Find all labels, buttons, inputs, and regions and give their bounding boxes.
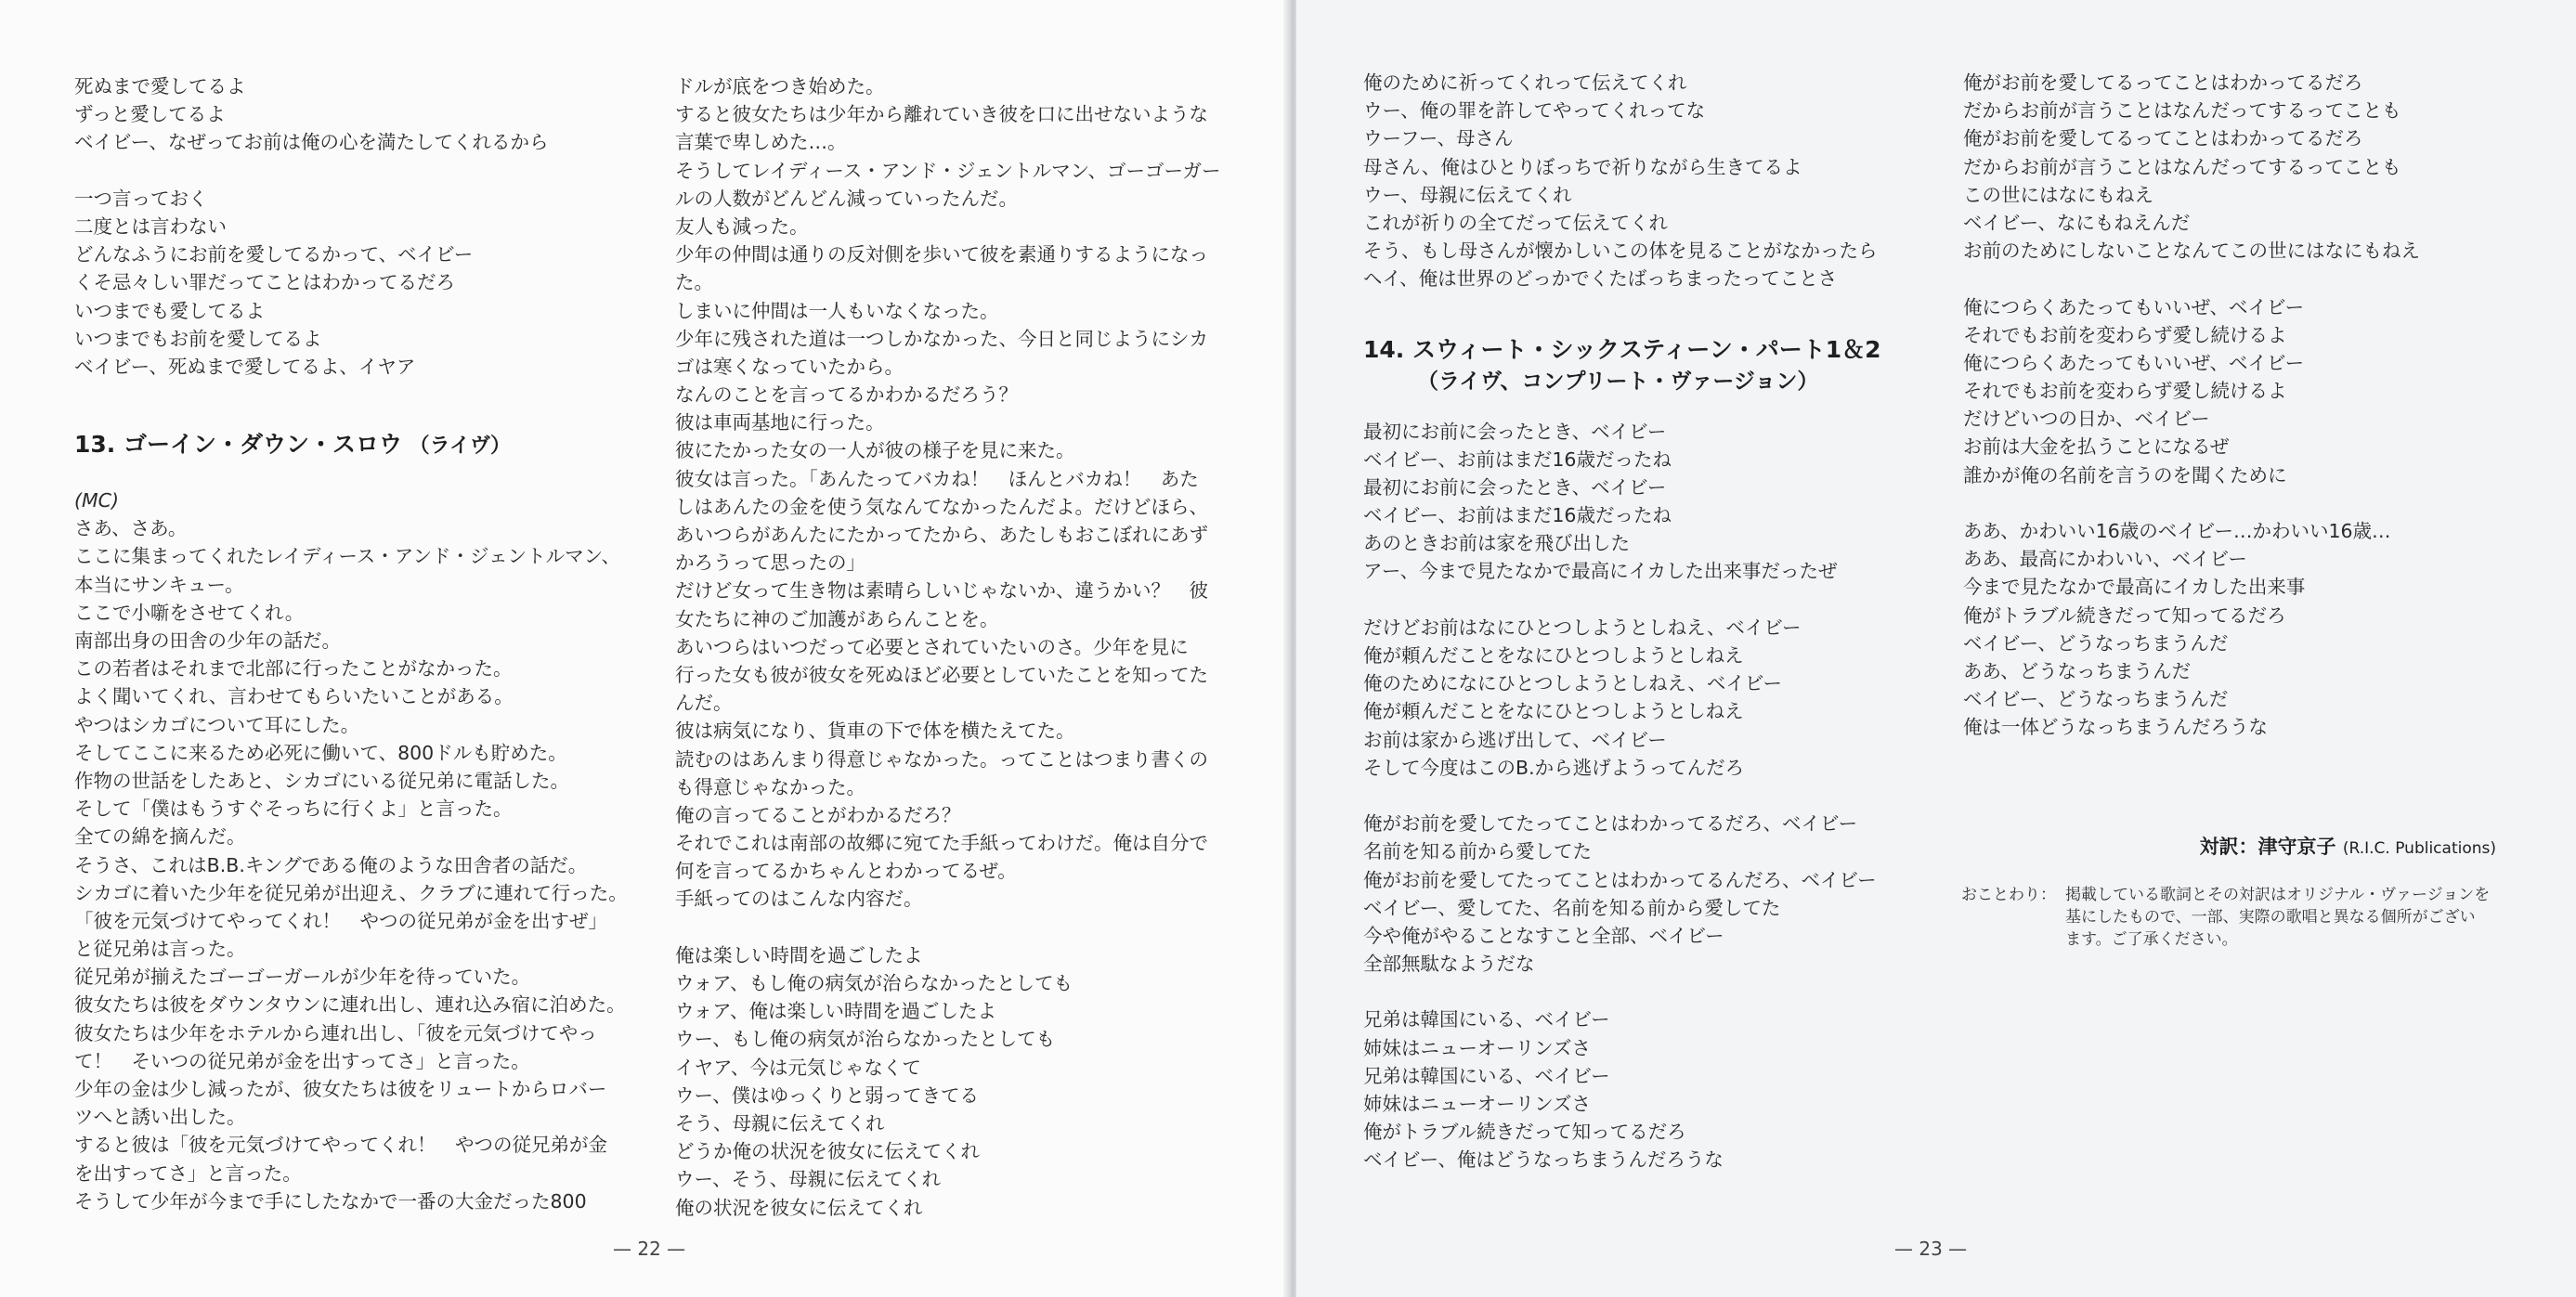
lyric-line: 少年に残された道は一つしかなかった、今日と同じようにシカ: [675, 327, 1208, 350]
lyric-line: 俺のためになにひとつしようとしねえ、ベイビー: [1363, 672, 1782, 695]
lyric-line: あいつらはいつだって必要とされていたいのさ。少年を見に: [675, 635, 1189, 658]
lyric-line: イヤア、今は元気じゃなくて: [675, 1056, 921, 1079]
lyric-line: ベイビー、どうなっちまうんだ: [1963, 631, 2229, 655]
lyric-line: だからお前が言うことはなんだってするってことも: [1963, 155, 2401, 178]
lyric-line: ベイビー、どうなっちまうんだ: [1963, 688, 2229, 711]
lyric-line: 行った女も彼が彼女を死ぬほど必要としていたことを知ってた: [675, 663, 1208, 686]
lyric-line: 彼は車両基地に行った。: [675, 411, 885, 434]
lyric-line: あいつらがあんたにたかってたから、あたしもおこぼれにあず: [675, 524, 1208, 546]
lyric-line: これが祈りの全てだって伝えてくれ: [1363, 211, 1668, 234]
lyric-line: 俺は楽しい時間を過ごしたよ: [675, 943, 923, 966]
lyric-line: 本当にサンキュー。: [74, 573, 244, 596]
lyric-line: 俺は一体どうなっちまうんだろうな: [1963, 716, 2268, 739]
lyric-line: 作物の世話をしたあと、シカゴにいる従兄弟に電話した。: [74, 769, 569, 792]
lyric-line: 彼女は言った。「あんたってバカね！ ほんとバカね！ あた: [675, 467, 1199, 490]
lyric-line: 俺につらくあたってもいいぜ、ベイビー: [1963, 351, 2305, 374]
lyric-line: た。: [675, 271, 713, 294]
lyric-line: そして「僕はもうすぐそっちに行くよ」と言った。: [74, 798, 513, 821]
lyric-line: 俺がお前を愛してたってことはわかってるだろ、ベイビー: [1363, 812, 1858, 836]
lyric-line: それでもお前を変わらず愛し続けるよ: [1963, 323, 2287, 346]
lyric-line: 最初にお前に会ったとき、ベイビー: [1363, 420, 1667, 443]
lyric-line: なんのことを言ってるかわかるだろう？: [675, 383, 1018, 407]
lyric-line: 俺がお前を愛してるってことはわかってるだろ: [1963, 127, 2363, 150]
lyric-line: それでもお前を変わらず愛し続けるよ: [1963, 380, 2287, 403]
lyric-line: ウォア、もし俺の病気が治らなかったとしても: [675, 972, 1073, 994]
lyric-line: だからお前が言うことはなんだってするってことも: [1963, 99, 2401, 123]
lyric-line: ベイビー、お前はまだ16歳だったね: [1363, 504, 1672, 527]
lyric-line: 俺が頼んだことをなにひとつしようとしねえ: [1363, 644, 1744, 667]
lyric-line: 今や俺がやることなすこと全部、ベイビー: [1363, 924, 1724, 947]
lyric-line: [1363, 586, 1881, 614]
lyric-line: 最初にお前に会ったとき、ベイビー: [1363, 475, 1667, 499]
lyric-line: お前は大金を払うことになるぜ: [1963, 435, 2230, 459]
lyric-line: 姉妹はニューオーリンズさ: [1363, 1036, 1591, 1059]
lyric-line: あのときお前は家を飛び出した: [1363, 532, 1630, 555]
lyric-line: やつはシカゴについて耳にした。: [74, 713, 360, 736]
lyric-line: だけどお前はなにひとつしようとしねえ、ベイビー: [1363, 616, 1802, 639]
lyric-line: アー、今まで見たなかで最高にイカした出来事だったぜ: [1363, 560, 1838, 583]
lyric-line: 言葉で卑しめた…。: [675, 131, 847, 154]
right-page-column-1: [1363, 69, 1881, 1174]
lyric-line: ああ、どうなっちまうんだ: [1963, 659, 2192, 682]
lyric-line: ベイビー、なにもねえんだ: [1963, 211, 2191, 234]
lyric-line: かろうって思ったの」: [675, 551, 865, 575]
lyric-line: 死ぬまで愛してるよ: [74, 75, 246, 97]
lyric-line: しまいに仲間は一人もいなくなった。: [675, 299, 999, 322]
lyric-line: どんなふうにお前を愛してるかって、ベイビー: [74, 243, 474, 266]
lyric-line: いつまでも愛してるよ: [74, 299, 265, 322]
song-subtitle-14: （ライヴ、コンプリート・ヴァージョン）: [1417, 369, 1819, 394]
lyric-line: 手紙ってのはこんな内容だ。: [675, 888, 923, 911]
lyric-line: 彼女たちは彼をダウンタウンに連れ出し、連れ込み宿に泊めた。: [74, 993, 626, 1017]
lyric-line: ウーフー、母さん: [1363, 127, 1514, 150]
lyric-line: どうか俺の状況を彼女に伝えてくれ: [675, 1140, 980, 1163]
lyric-line: 俺がお前を愛してたってことはわかってるんだろ、ベイビー: [1363, 868, 1877, 891]
lyric-line: よく聞いてくれ、言わせてもらいたいことがある。: [74, 685, 514, 708]
lyric-line: 俺が頼んだことをなにひとつしようとしねえ: [1363, 700, 1744, 723]
disclaimer-line: ます。ご了承ください。: [2065, 930, 2238, 949]
lyric-line: ウォア、俺は楽しい時間を過ごしたよ: [675, 1000, 997, 1023]
lyric-line: 「彼を元気づけてやってくれ！ やつの従兄弟が金を出すぜ」: [74, 909, 607, 932]
lyric-line: 姉妹はニューオーリンズさ: [1363, 1093, 1591, 1115]
lyric-line: ツへと誘い出した。: [74, 1106, 246, 1129]
lyric-line: ここに集まってくれたレイディース・アンド・ジェントルマン、: [74, 545, 620, 568]
lyric-line: 誰かが俺の名前を言うのを聞くために: [1963, 463, 2287, 486]
lyric-line: 友人も減った。: [675, 214, 809, 238]
lyric-line: 彼女たちは少年をホテルから連れ出し、「彼を元気づけてやっ: [74, 1021, 597, 1044]
lyric-line: そう、母親に伝えてくれ: [675, 1111, 885, 1135]
lyric-line: そしてここに来るため必死に働いて、800ドルも貯めた。: [74, 741, 567, 764]
lyric-line: 少年の金は少し減ったが、彼女たちは彼をリュートからロバー: [74, 1078, 607, 1100]
right-page: [1296, 0, 2576, 1297]
lyric-line: ウー、そう、母親に伝えてくれ: [675, 1168, 942, 1191]
page-number-left: — 22 —: [613, 1238, 686, 1260]
lyric-line: すると彼は「彼を元気づけてやってくれ！ やつの従兄弟が金: [74, 1134, 607, 1157]
lyric-line: ベイビー、愛してた、名前を知る前から愛してた: [1363, 896, 1781, 919]
lyric-line: くそ忌々しい罪だってことはわかってるだろ: [74, 271, 455, 294]
lyric-line: 読むのはあんまり得意じゃなかった。ってことはつまり書くの: [675, 747, 1208, 771]
disclaimer-line: 掲載している歌詞とその対訳はオリジナル・ヴァージョンを: [2065, 886, 2491, 904]
lyric-line: ルの人数がどんどん減っていったんだ。: [675, 187, 1018, 210]
lyric-line: そう、もし母さんが懐かしいこの体を見ることがなかったら: [1363, 240, 1878, 263]
lyric-line: 彼にたかった女の一人が彼の様子を見に来た。: [675, 439, 1075, 462]
lyric-line: ずっと愛してるよ: [74, 103, 226, 126]
publisher-name: (R.I.C. Publications): [2342, 839, 2496, 858]
lyric-line: だけどいつの日か、ベイビー: [1963, 408, 2210, 431]
lyric-line: 女たちに神のご加護があらんことを。: [675, 607, 999, 630]
lyric-line: ベイビー、なぜってお前は俺の心を満たしてくれるから: [74, 131, 549, 154]
lyric-line: んだ。: [675, 692, 733, 715]
lyric-line: ベイビー、お前はまだ16歳だったね: [1363, 447, 1672, 471]
lyric-line: ああ、かわいい16歳のベイビー…かわいい16歳…: [1963, 520, 2391, 542]
lyric-line: [1363, 978, 1881, 1005]
lyric-line: この世にはなにもねえ: [1963, 183, 2153, 206]
lyric-line: お前は家から逃げ出して、ベイビー: [1363, 728, 1667, 751]
lyric-line: て！ そいつの従兄弟が金を出すってさ」と言った。: [74, 1049, 530, 1072]
lyric-line: ウー、僕はゆっくりと弱ってきてる: [675, 1083, 979, 1107]
lyric-line: を出すってさ」と言った。: [74, 1161, 302, 1185]
lyric-line: [675, 914, 1221, 941]
lyric-line: さあ、さあ。: [74, 517, 188, 540]
lyric-line: 俺がお前を愛してるってことはわかってるだろ: [1963, 71, 2363, 94]
translator-credit: [2200, 832, 2496, 860]
lyric-line: 俺の状況を彼女に伝えてくれ: [675, 1196, 923, 1219]
lyric-line: 何を言ってるかちゃんとわかってるぜ。: [675, 860, 1017, 883]
lyric-line: 彼は病気になり、貨車の下で体を横たえてた。: [675, 720, 1075, 743]
lyric-line: ウー、俺の罪を許してやってくれってな: [1363, 99, 1706, 123]
lyric-line: ベイビー、死ぬまで愛してるよ、イヤア: [74, 355, 416, 378]
lyric-line: ウー、母親に伝えてくれ: [1363, 183, 1572, 206]
right-page-column-2: [1963, 69, 2420, 742]
lyric-line: (MC): [74, 489, 119, 512]
lyric-line: 俺の言ってることがわかるだろ？: [675, 803, 961, 826]
lyric-line: ベイビー、俺はどうなっちまうんだろうな: [1363, 1148, 1724, 1172]
disclaimer-label: おことわり：: [1961, 886, 2056, 904]
disclaimer-body: [2065, 884, 2500, 951]
lyric-line: ドルが底をつき始めた。: [675, 75, 885, 97]
lyric-line: しはあんたの金を使う気なんてなかったんだよ。だけどほら、: [675, 495, 1208, 518]
lyric-line: 南部出身の田舎の少年の話だ。: [74, 629, 341, 652]
lyric-line: 全部無駄なようだな: [1363, 953, 1535, 976]
lyric-line: すると彼女たちは少年から離れていき彼を口に出せないような: [675, 103, 1208, 126]
lyric-line: ああ、最高にかわいい、ベイビー: [1963, 548, 2247, 571]
lyric-line: 俺のために祈ってくれって伝えてくれ: [1363, 71, 1687, 94]
lyric-line: も得意じゃなかった。: [675, 775, 865, 798]
left-page-column-2: [675, 72, 1221, 1222]
lyric-line: 俺がトラブル続きだって知ってるだろ: [1963, 603, 2286, 627]
song-title-13: 13. ゴーイン・ダウン・スロウ （ライヴ）: [74, 431, 511, 459]
lyric-line: [1363, 782, 1881, 810]
lyric-line: [74, 157, 628, 185]
lyric-line: そして今度はこのB.から逃げようってんだろ: [1363, 756, 1745, 779]
lyric-line: 俺がトラブル続きだって知ってるだろ: [1363, 1121, 1686, 1144]
lyric-line: 母さん、俺はひとりぼっちで祈りながら生きてるよ: [1363, 155, 1802, 178]
lyric-line: ゴは寒くなっていたから。: [675, 355, 904, 378]
lyric-line: 二度とは言わない: [74, 214, 227, 238]
lyric-line: ヘイ、俺は世界のどっかでくたばっちまったってことさ: [1363, 267, 1838, 291]
lyric-line: 少年の仲間は通りの反対側を歩いて彼を素通りするようになっ: [675, 243, 1208, 266]
lyric-line: と従兄弟は言った。: [74, 938, 246, 961]
lyric-line: それでこれは南部の故郷に宛てた手紙ってわけだ。俺は自分で: [675, 832, 1208, 855]
page-number-right: — 23 —: [1894, 1238, 1968, 1260]
song-title-14: 14. スウィート・シックスティーン・パート1＆2: [1363, 335, 1881, 363]
lyric-line: この若者はそれまで北部に行ったことがなかった。: [74, 657, 513, 681]
lyric-line: 名前を知る前から愛してた: [1363, 840, 1592, 863]
lyric-line: [1963, 265, 2420, 292]
lyric-line: [1963, 489, 2420, 517]
lyric-line: 今まで見たなかで最高にイカした出来事: [1963, 576, 2306, 599]
disclaimer-line: 基にしたもので、一部、実際の歌唱と異なる個所がござい: [2065, 908, 2476, 927]
lyric-line: いつまでもお前を愛してるよ: [74, 327, 322, 350]
lyric-line: そうして少年が今まで手にしたなかで一番の大金だった800: [74, 1189, 587, 1213]
lyric-line: だけど女って生き物は素晴らしいじゃないか、違うかい？ 彼: [675, 579, 1208, 603]
lyric-line: 兄弟は韓国にいる、ベイビー: [1363, 1008, 1610, 1031]
lyric-line: そうしてレイディース・アンド・ジェントルマン、ゴーゴーガー: [675, 159, 1221, 182]
lyric-line: 従兄弟が揃えたゴーゴーガールが少年を待っていた。: [74, 966, 531, 989]
lyric-line: 一つ言っておく: [74, 187, 208, 210]
lyric-line: 全ての綿を摘んだ。: [74, 825, 246, 849]
lyric-line: ウー、もし俺の病気が治らなかったとしても: [675, 1028, 1056, 1051]
lyric-line: そうさ、これはB.B.キングである俺のような田舎者の話だ。: [74, 853, 588, 876]
lyric-line: シカゴに着いた少年を従兄弟が出迎え、クラブに連れて行った。: [74, 881, 628, 904]
left-page-column-1: [74, 72, 628, 1215]
lyric-line: 俺につらくあたってもいいぜ、ベイビー: [1963, 295, 2305, 318]
lyric-line: お前のためにしないことなんてこの世にはなにもねえ: [1963, 240, 2420, 263]
disclaimer-note: [1961, 884, 2500, 951]
lyric-line: 兄弟は韓国にいる、ベイビー: [1363, 1064, 1610, 1087]
lyric-line: ここで小噺をさせてくれ。: [74, 601, 305, 624]
translator-name: 対訳：津守京子: [2199, 836, 2336, 858]
